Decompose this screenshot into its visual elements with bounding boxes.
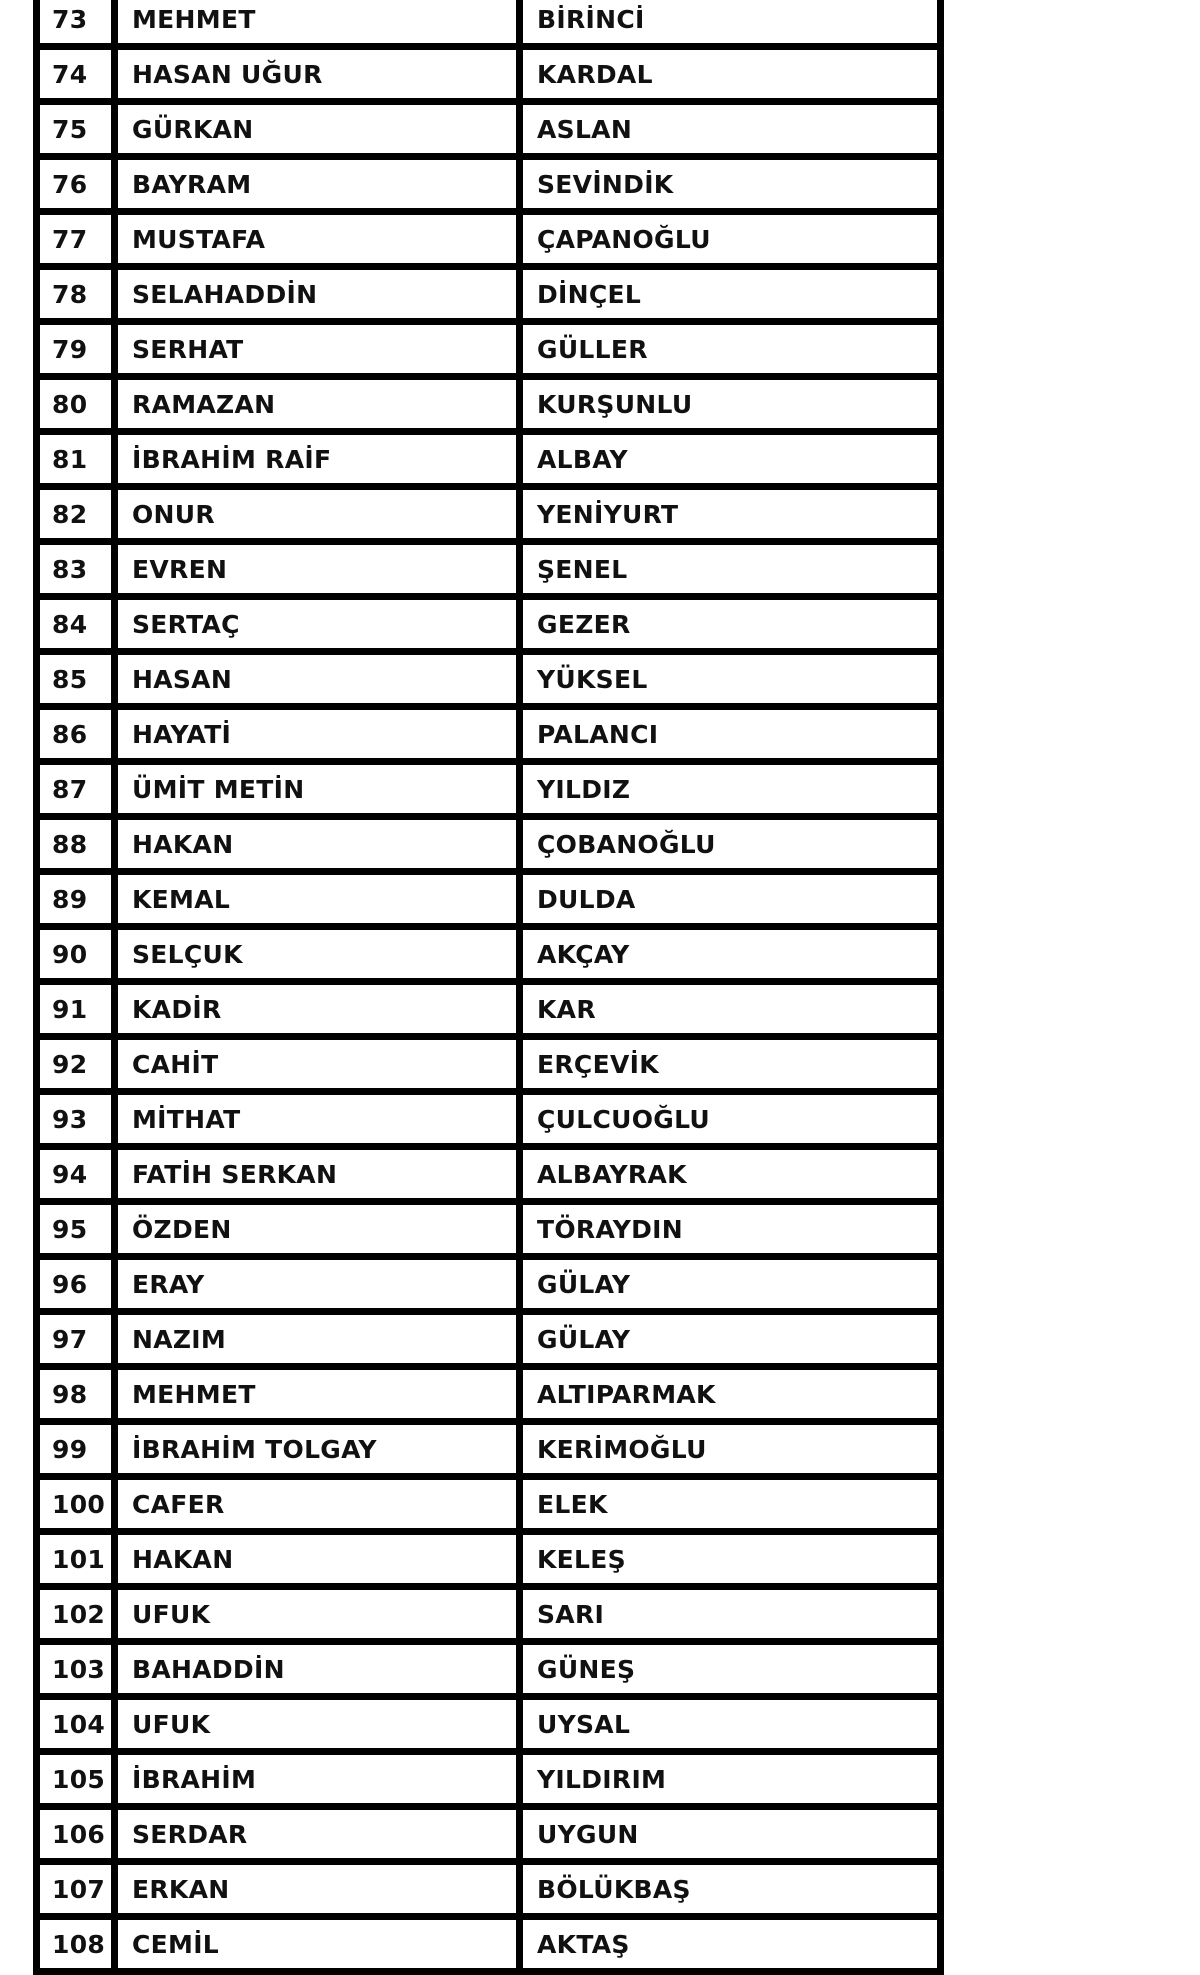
table-row [37, 1807, 941, 1862]
table-row [37, 1532, 941, 1587]
table-row [37, 1587, 941, 1642]
table-row [37, 542, 941, 597]
table-row [37, 1752, 941, 1807]
row-number-cell: 75 [37, 102, 115, 157]
first-name-cell: MUSTAFA [115, 212, 520, 267]
row-number-cell: 74 [37, 47, 115, 102]
last-name-cell: DULDA [520, 872, 941, 927]
last-name-cell: UYSAL [520, 1697, 941, 1752]
first-name-cell: ERAY [115, 1257, 520, 1312]
last-name-cell: ÇULCUOĞLU [520, 1092, 941, 1147]
first-name-cell: RAMAZAN [115, 377, 520, 432]
first-name-cell: HAKAN [115, 1532, 520, 1587]
first-name-cell: SERHAT [115, 322, 520, 377]
first-name-cell: BAYRAM [115, 157, 520, 212]
first-name-cell: ERKAN [115, 1862, 520, 1917]
table-row [37, 1642, 941, 1697]
first-name-cell: SERTAÇ [115, 597, 520, 652]
last-name-cell: YÜKSEL [520, 652, 941, 707]
last-name-cell: KAR [520, 982, 941, 1037]
first-name-cell: NAZIM [115, 1312, 520, 1367]
first-name-cell: HASAN UĞUR [115, 47, 520, 102]
row-number-cell: 84 [37, 597, 115, 652]
row-number-cell: 95 [37, 1202, 115, 1257]
last-name-cell: KERİMOĞLU [520, 1422, 941, 1477]
row-number-cell: 90 [37, 927, 115, 982]
first-name-cell: SERDAR [115, 1807, 520, 1862]
table-row [37, 47, 941, 102]
first-name-cell: CEMİL [115, 1917, 520, 1972]
table-row [37, 707, 941, 762]
table-row [37, 1257, 941, 1312]
row-number-cell: 93 [37, 1092, 115, 1147]
first-name-cell: SELÇUK [115, 927, 520, 982]
table-row [37, 102, 941, 157]
last-name-cell: ALTIPARMAK [520, 1367, 941, 1422]
first-name-cell: HAKAN [115, 817, 520, 872]
name-list-table [33, 0, 944, 1975]
last-name-cell: GÜLAY [520, 1312, 941, 1367]
last-name-cell: KURŞUNLU [520, 377, 941, 432]
first-name-cell: UFUK [115, 1697, 520, 1752]
last-name-cell: ALBAYRAK [520, 1147, 941, 1202]
row-number-cell: 83 [37, 542, 115, 597]
row-number-cell: 73 [37, 0, 115, 47]
table-row [37, 1037, 941, 1092]
table-row [37, 1147, 941, 1202]
table-row [37, 432, 941, 487]
table-row [37, 1862, 941, 1917]
table-row [37, 927, 941, 982]
first-name-cell: HAYATİ [115, 707, 520, 762]
row-number-cell: 106 [37, 1807, 115, 1862]
row-number-cell: 79 [37, 322, 115, 377]
last-name-cell: GEZER [520, 597, 941, 652]
row-number-cell: 100 [37, 1477, 115, 1532]
row-number-cell: 82 [37, 487, 115, 542]
row-number-cell: 99 [37, 1422, 115, 1477]
table-row [37, 267, 941, 322]
row-number-cell: 87 [37, 762, 115, 817]
row-number-cell: 92 [37, 1037, 115, 1092]
last-name-cell: ASLAN [520, 102, 941, 157]
last-name-cell: ELEK [520, 1477, 941, 1532]
last-name-cell: GÜLAY [520, 1257, 941, 1312]
first-name-cell: ÜMİT METİN [115, 762, 520, 817]
row-number-cell: 105 [37, 1752, 115, 1807]
row-number-cell: 86 [37, 707, 115, 762]
last-name-cell: ERÇEVİK [520, 1037, 941, 1092]
table-row [37, 1202, 941, 1257]
first-name-cell: KEMAL [115, 872, 520, 927]
row-number-cell: 78 [37, 267, 115, 322]
row-number-cell: 80 [37, 377, 115, 432]
last-name-cell: BİRİNCİ [520, 0, 941, 47]
row-number-cell: 103 [37, 1642, 115, 1697]
table-row [37, 762, 941, 817]
first-name-cell: MEHMET [115, 0, 520, 47]
table-row [37, 157, 941, 212]
last-name-cell: GÜLLER [520, 322, 941, 377]
last-name-cell: ŞENEL [520, 542, 941, 597]
table-row [37, 817, 941, 872]
row-number-cell: 102 [37, 1587, 115, 1642]
table-row [37, 1917, 941, 1972]
table-row [37, 322, 941, 377]
last-name-cell: SARI [520, 1587, 941, 1642]
last-name-cell: ÇAPANOĞLU [520, 212, 941, 267]
first-name-cell: MİTHAT [115, 1092, 520, 1147]
first-name-cell: KADİR [115, 982, 520, 1037]
table-row [37, 1697, 941, 1752]
last-name-cell: TÖRAYDIN [520, 1202, 941, 1257]
first-name-cell: ÖZDEN [115, 1202, 520, 1257]
table-row [37, 1312, 941, 1367]
last-name-cell: AKTAŞ [520, 1917, 941, 1972]
last-name-cell: AKÇAY [520, 927, 941, 982]
row-number-cell: 104 [37, 1697, 115, 1752]
table-row [37, 597, 941, 652]
first-name-cell: HASAN [115, 652, 520, 707]
first-name-cell: CAHİT [115, 1037, 520, 1092]
table-row [37, 1367, 941, 1422]
table-row [37, 377, 941, 432]
last-name-cell: DİNÇEL [520, 267, 941, 322]
last-name-cell: YILDIZ [520, 762, 941, 817]
row-number-cell: 81 [37, 432, 115, 487]
last-name-cell: YILDIRIM [520, 1752, 941, 1807]
table-row [37, 872, 941, 927]
first-name-cell: İBRAHİM RAİF [115, 432, 520, 487]
row-number-cell: 101 [37, 1532, 115, 1587]
table-row [37, 487, 941, 542]
first-name-cell: UFUK [115, 1587, 520, 1642]
first-name-cell: GÜRKAN [115, 102, 520, 157]
first-name-cell: FATİH SERKAN [115, 1147, 520, 1202]
table-row [37, 1422, 941, 1477]
table-row [37, 0, 941, 47]
row-number-cell: 94 [37, 1147, 115, 1202]
table-row [37, 212, 941, 267]
table-row [37, 1092, 941, 1147]
row-number-cell: 76 [37, 157, 115, 212]
last-name-cell: KELEŞ [520, 1532, 941, 1587]
first-name-cell: SELAHADDİN [115, 267, 520, 322]
first-name-cell: EVREN [115, 542, 520, 597]
row-number-cell: 85 [37, 652, 115, 707]
row-number-cell: 98 [37, 1367, 115, 1422]
last-name-cell: SEVİNDİK [520, 157, 941, 212]
table-body [37, 0, 941, 1972]
row-number-cell: 96 [37, 1257, 115, 1312]
row-number-cell: 107 [37, 1862, 115, 1917]
row-number-cell: 77 [37, 212, 115, 267]
last-name-cell: PALANCI [520, 707, 941, 762]
row-number-cell: 97 [37, 1312, 115, 1367]
first-name-cell: CAFER [115, 1477, 520, 1532]
table-row [37, 982, 941, 1037]
last-name-cell: KARDAL [520, 47, 941, 102]
first-name-cell: BAHADDİN [115, 1642, 520, 1697]
row-number-cell: 91 [37, 982, 115, 1037]
first-name-cell: İBRAHİM TOLGAY [115, 1422, 520, 1477]
first-name-cell: ONUR [115, 487, 520, 542]
last-name-cell: ALBAY [520, 432, 941, 487]
row-number-cell: 108 [37, 1917, 115, 1972]
table-row [37, 1477, 941, 1532]
row-number-cell: 88 [37, 817, 115, 872]
first-name-cell: MEHMET [115, 1367, 520, 1422]
last-name-cell: ÇOBANOĞLU [520, 817, 941, 872]
first-name-cell: İBRAHİM [115, 1752, 520, 1807]
table-row [37, 652, 941, 707]
last-name-cell: GÜNEŞ [520, 1642, 941, 1697]
last-name-cell: UYGUN [520, 1807, 941, 1862]
last-name-cell: YENİYURT [520, 487, 941, 542]
last-name-cell: BÖLÜKBAŞ [520, 1862, 941, 1917]
row-number-cell: 89 [37, 872, 115, 927]
